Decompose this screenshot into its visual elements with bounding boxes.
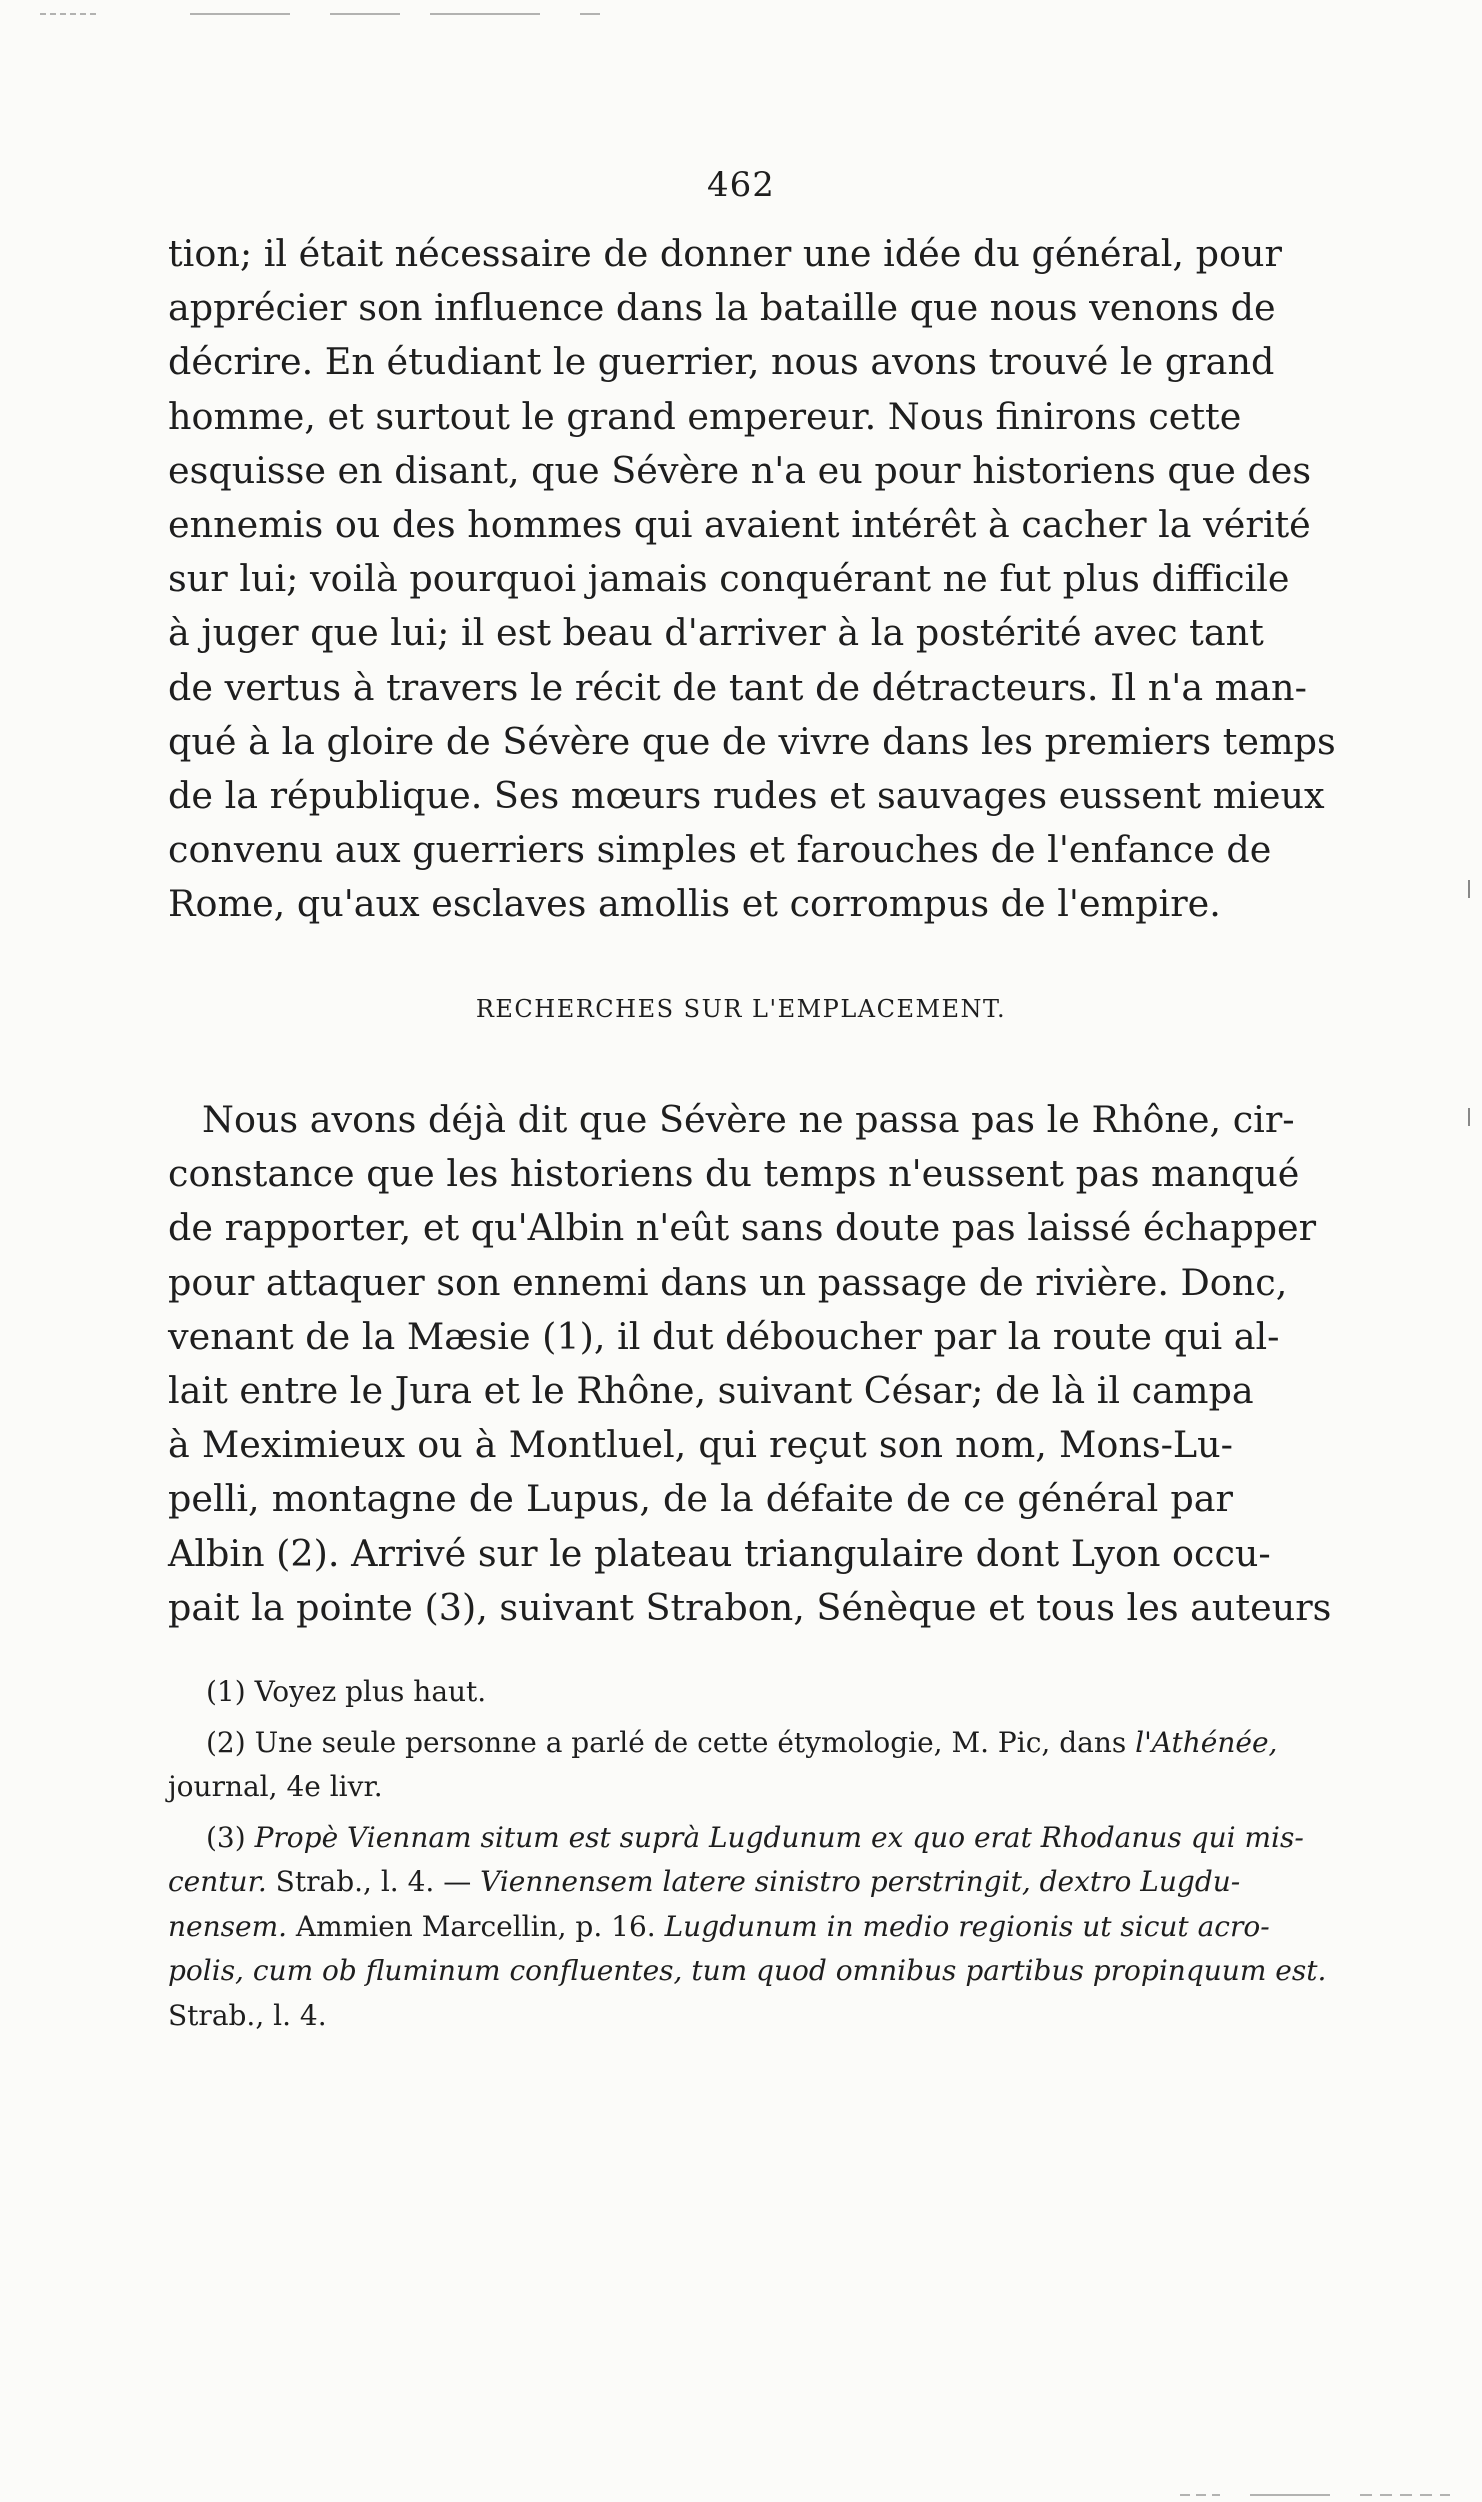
footnote-italic: Lugdunum in medio regionis ut sicut acro- — [664, 1909, 1270, 1943]
text-line: décrire. En étudiant le guerrier, nous avons trouvé le grand — [168, 340, 1275, 384]
footnote-text: (3) — [206, 1820, 255, 1854]
text-line: ennemis ou des hommes qui avaient intérêt à cacher la vérité — [168, 503, 1311, 547]
text-line: lait entre le Jura et le Rhône, suivant César; de là il campa — [168, 1369, 1254, 1413]
text-line: à Meximieux ou à Montluel, qui reçut son nom, Mons-Lu- — [168, 1423, 1233, 1467]
text-line: de vertus à travers le récit de tant de détracteurs. Il n'a man- — [168, 665, 1307, 709]
footnote-2-continued: journal, 4e livr. — [168, 1770, 383, 1803]
text-line: qué à la gloire de Sévère que de vivre dans les premiers temps — [168, 719, 1336, 763]
paragraph-2 — [168, 1093, 1332, 1635]
text-line: pour attaquer son ennemi dans un passage de rivière. Donc, — [168, 1260, 1288, 1304]
footnote-3 — [168, 1816, 1304, 1861]
footnote-italic: nensem. — [168, 1909, 288, 1943]
text-line: de la république. Ses mœurs rudes et sauvages eussent mieux — [168, 774, 1325, 818]
text-line: sur lui; voilà pourquoi jamais conquérant ne fut plus difficile — [168, 557, 1290, 601]
page-number: 462 — [707, 165, 775, 205]
paragraph-1 — [168, 227, 1336, 932]
footnote-italic: polis, cum ob fluminum confluentes, tum quod omnibus partibus propinquum est. — [168, 1954, 1327, 1987]
footnote-italic: centur. — [168, 1865, 267, 1898]
text-line: esquisse en disant, que Sévère n'a eu pour historiens que des — [168, 448, 1312, 492]
text-line: tion; il était nécessaire de donner une idée du général, pour — [168, 232, 1282, 275]
footnote-italic: l'Athénée, — [1135, 1725, 1278, 1759]
footnote-1: (1) Voyez plus haut. — [206, 1675, 487, 1708]
text-line: à juger que lui; il est beau d'arriver à la postérité avec tant — [168, 611, 1264, 655]
footnote-2 — [168, 1721, 1278, 1766]
section-heading: RECHERCHES SUR L'EMPLACEMENT. — [475, 995, 1007, 1023]
text-line: pait la pointe (3), suivant Strabon, Sénèque et tous les auteurs — [168, 1585, 1332, 1629]
footnote-text: Strab., l. 4. — — [266, 1865, 481, 1898]
scan-edge-marks-bottom — [1180, 2483, 1450, 2489]
text-line: venant de la Mæsie (1), il dut déboucher par la route qui al- — [168, 1314, 1280, 1358]
footnote-italic: Viennensem latere sinistro perstringit, dextro Lugdu- — [480, 1865, 1241, 1898]
text-line: apprécier son influence dans la bataille que nous venons de — [168, 286, 1276, 330]
margin-mark — [1468, 1108, 1470, 1126]
text-line: Rome, qu'aux esclaves amollis et corrompus de l'empire. — [168, 882, 1221, 926]
text-line: de rapporter, et qu'Albin n'eût sans doute pas laissé échapper — [168, 1206, 1317, 1250]
text-line: Albin (2). Arrivé sur le plateau triangulaire dont Lyon occu- — [168, 1531, 1271, 1575]
text-line: Nous avons déjà dit que Sévère ne passa pas le Rhône, cir- — [202, 1098, 1295, 1141]
footnote-3-line: Strab., l. 4. — [168, 1998, 327, 2032]
footnote-text: (2) Une seule personne a parlé de cette étymologie, M. Pic, dans — [206, 1725, 1136, 1759]
text-line: constance que les historiens du temps n'eussent pas manqué — [168, 1152, 1300, 1196]
text-line: convenu aux guerriers simples et farouches de l'enfance de — [168, 828, 1272, 872]
footnotes — [168, 1670, 1327, 2038]
footnote-3-line — [168, 1949, 1327, 1994]
footnote-text: Ammien Marcellin, p. 16. — [287, 1909, 665, 1943]
footnote-3-line — [168, 1860, 1241, 1905]
scan-edge-marks-top — [40, 2, 600, 8]
text-line: homme, et surtout le grand empereur. Nous finirons cette — [168, 394, 1242, 438]
footnote-3-line — [168, 1905, 1270, 1950]
text-line: pelli, montagne de Lupus, de la défaite de ce général par — [168, 1477, 1233, 1521]
footnote-italic: Propè Viennam situm est suprà Lugdunum ex quo erat Rhodanus qui mis- — [254, 1820, 1304, 1854]
margin-mark — [1468, 880, 1470, 898]
